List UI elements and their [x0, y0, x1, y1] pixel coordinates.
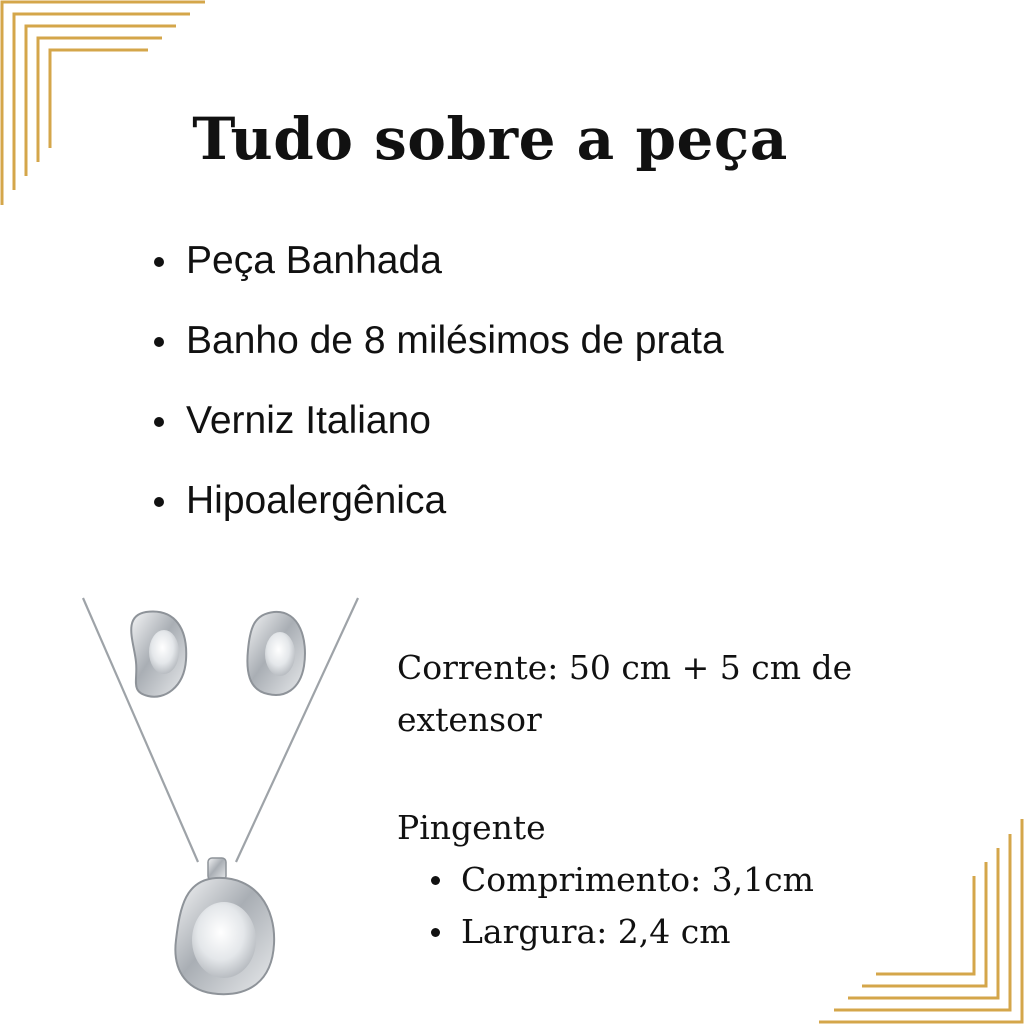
specifications	[397, 642, 997, 958]
feature-item: Banho de 8 milésimos de prata	[152, 312, 724, 392]
page-title: Tudo sobre a peça	[192, 104, 788, 173]
pingente-item: Comprimento: 3,1cm	[397, 854, 997, 906]
necklace-chain	[83, 598, 358, 862]
earring-right	[247, 612, 305, 695]
corrente-spec-line-2: extensor	[397, 700, 542, 739]
corrente-spec-line-1: Corrente: 50 cm + 5 cm de	[397, 648, 853, 687]
product-image	[78, 590, 368, 1000]
pingente-list	[397, 854, 997, 958]
earring-left	[131, 612, 186, 697]
feature-item: Hipoalergênica	[152, 472, 724, 552]
feature-item: Verniz Italiano	[152, 392, 724, 472]
necklace-pendant	[175, 858, 274, 994]
pingente-item: Largura: 2,4 cm	[397, 906, 997, 958]
pingente-heading: Pingente	[397, 808, 546, 847]
feature-list	[152, 232, 724, 552]
feature-item: Peça Banhada	[152, 232, 724, 312]
